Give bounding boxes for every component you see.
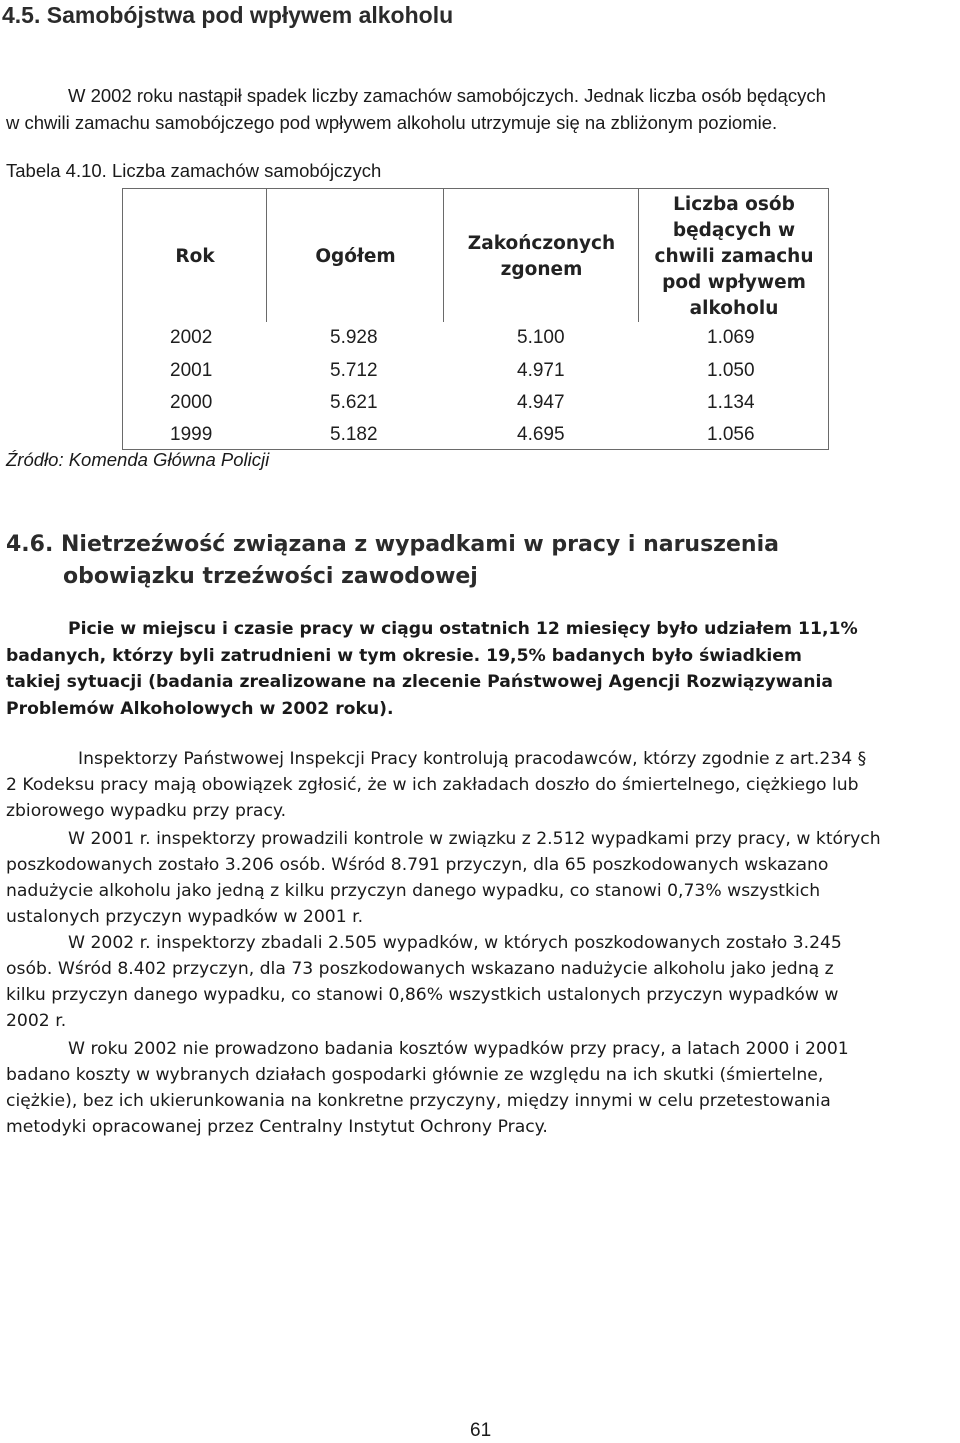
cell-rok: 2000 (170, 392, 213, 413)
table-divider (638, 188, 639, 322)
table-header-zakonczonych (445, 231, 638, 283)
table-header-ogolem: Ogółem (315, 246, 396, 267)
paragraph-2002 (6, 930, 956, 1034)
section-heading-4-5: 4.5. Samobójstwa pod wpływem alkoholu (2, 2, 454, 28)
paragraph-line: 2 Kodeksu pracy mają obowiązek zgłosić, że w ich zakładach doszło do śmiertelnego, ciężkiego lub (6, 775, 859, 795)
cell-zakonczonych: 4.971 (517, 360, 565, 381)
paragraph-line: poszkodowanych zostało 3.206 osób. Wśród 8.791 przyczyn, dla 65 poszkodowanych wskazano (6, 855, 829, 875)
cell-alkohol: 1.069 (707, 327, 755, 348)
header-line: Zakończonych (467, 233, 616, 254)
paragraph-line: osób. Wśród 8.402 przyczyn, dla 73 poszkodowanych wskazano nadużycie alkoholu jako jedną z (6, 959, 834, 979)
table-caption: Tabela 4.10. Liczba zamachów samobójczych (6, 160, 382, 181)
paragraph-line: badano koszty w wybranych działach gospodarki głównie ze względu na ich skutki (śmiertelne, (6, 1065, 824, 1085)
header-line: chwili zamachu (654, 246, 814, 267)
paragraph-line: ciężkie), bez ich ukierunkowania na konkretne przyczyny, między innymi w celu przetestowania (6, 1091, 831, 1111)
paragraph-line: Problemów Alkoholowych w 2002 roku). (6, 698, 394, 719)
paragraph-2001 (6, 826, 956, 930)
paragraph-line: kilku przyczyn danego wypadku, co stanowi 0,86% wszystkich ustalonych przyczyn wypadków w (6, 985, 839, 1005)
section-4-5-paragraph (0, 82, 952, 136)
section-heading-4-6 (6, 529, 779, 593)
paragraph-inspektorzy (6, 746, 956, 824)
paragraph-line: W roku 2002 nie prowadzono badania kosztów wypadków przy pracy, a latach 2000 i 2001 (68, 1039, 849, 1059)
cell-ogolem: 5.182 (330, 424, 378, 445)
paragraph-line: w chwili zamachu samobójczego pod wpływem alkoholu utrzymuje się na zbliżonym poziomie. (6, 112, 778, 133)
header-line: Liczba osób (673, 194, 795, 215)
paragraph-line: takiej sytuacji (badania zrealizowane na zlecenie Państwowej Agencji Rozwiązywania (6, 672, 833, 692)
cell-ogolem: 5.712 (330, 360, 378, 381)
cell-rok: 1999 (170, 424, 213, 445)
paragraph-line: metodyki opracowanej przez Centralny Instytut Ochrony Pracy. (6, 1117, 548, 1137)
paragraph-line: W 2002 roku nastąpił spadek liczby zamachów samobójczych. Jednak liczba osób będących (68, 85, 826, 106)
table-source: Źródło: Komenda Główna Policji (6, 449, 270, 470)
cell-ogolem: 5.621 (330, 392, 378, 413)
paragraph-koszty (6, 1036, 956, 1140)
bold-paragraph (6, 616, 956, 722)
paragraph-line: zbiorowego wypadku przy pracy. (6, 801, 287, 821)
cell-zakonczonych: 4.947 (517, 392, 565, 413)
header-line: będących w (672, 220, 796, 241)
table-header-alkohol (640, 192, 828, 322)
cell-zakonczonych: 5.100 (517, 327, 565, 348)
page-number: 61 (470, 1420, 492, 1441)
cell-rok: 2002 (170, 327, 213, 348)
paragraph-line: ustalonych przyczyn wypadków w 2001 r. (6, 907, 364, 927)
header-line: alkoholu (689, 298, 779, 319)
header-line: pod wpływem (662, 272, 806, 293)
paragraph-line: Inspektorzy Państwowej Inspekcji Pracy kontrolują pracodawców, którzy zgodnie z art.234 § (78, 749, 867, 769)
cell-ogolem: 5.928 (330, 327, 378, 348)
table-divider (443, 188, 444, 322)
paragraph-line: nadużycie alkoholu jako jedną z kilku przyczyn danego wypadku, co stanowi 0,73% wszystkich (6, 881, 821, 901)
paragraph-line: W 2001 r. inspektorzy prowadzili kontrole w związku z 2.512 wypadkami przy pracy, w których (68, 829, 881, 849)
table-header-rok: Rok (175, 246, 215, 267)
paragraph-line: W 2002 r. inspektorzy zbadali 2.505 wypadków, w których poszkodowanych zostało 3.245 (68, 933, 842, 953)
paragraph-line: badanych, którzy byli zatrudnieni w tym okresie. 19,5% badanych było świadkiem (6, 645, 802, 666)
paragraph-line: Picie w miejscu i czasie pracy w ciągu ostatnich 12 miesięcy było udziałem 11,1% (68, 619, 858, 639)
heading-line: obowiązku trzeźwości zawodowej (63, 564, 478, 589)
paragraph-line: 2002 r. (6, 1011, 67, 1031)
cell-rok: 2001 (170, 360, 213, 381)
table-divider (266, 188, 267, 322)
cell-alkohol: 1.050 (707, 360, 755, 381)
cell-zakonczonych: 4.695 (517, 424, 565, 445)
cell-alkohol: 1.134 (707, 392, 755, 413)
cell-alkohol: 1.056 (707, 424, 755, 445)
heading-line: 4.6. Nietrzeźwość związana z wypadkami w pracy i naruszenia (6, 532, 779, 557)
header-line: zgonem (500, 259, 583, 280)
